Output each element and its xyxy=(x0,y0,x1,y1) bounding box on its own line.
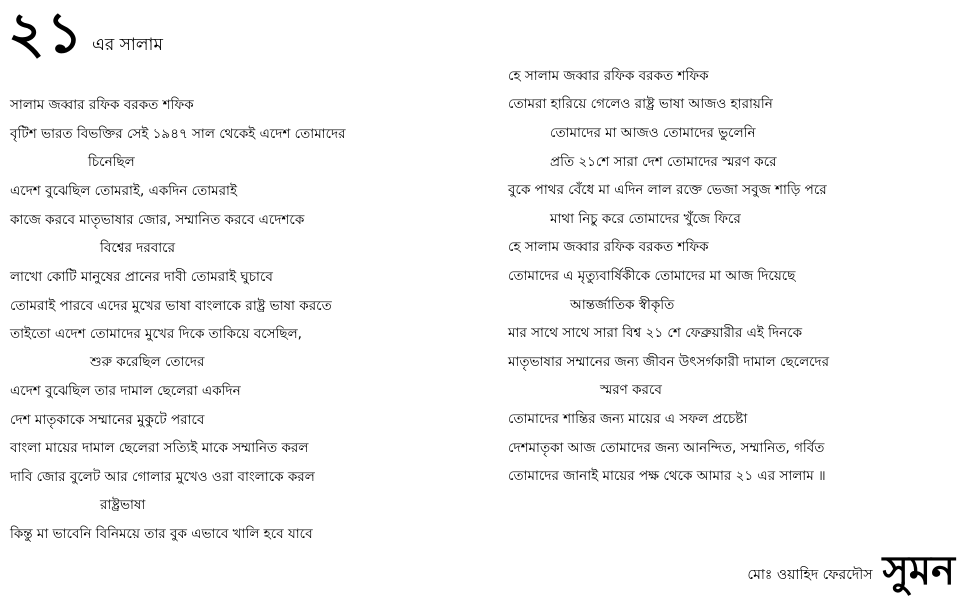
poem-line: সালাম জব্বার রফিক বরকত শফিক xyxy=(10,97,194,113)
poem-line: স্মরণ করবে xyxy=(600,382,662,398)
poem-line: কাজে করবে মাতৃভাষার জোর, সম্মানিত করবে এদেশকে xyxy=(10,212,305,228)
poem-line: মার সাথে সাথে সারা বিশ্ব ২১ শে ফেব্রুয়ারীর এই দিনকে xyxy=(508,325,803,341)
poem-line: দাবি জোর বুলেট আর গোলার মুখেও ওরা বাংলাকে করল xyxy=(10,469,315,485)
poem-line: বিশ্বের দরবারে xyxy=(100,240,176,256)
title-number: ২১ xyxy=(8,1,85,66)
poem-line: আন্তর্জাতিক স্বীকৃতি xyxy=(570,297,675,313)
poem-line: হে সালাম জব্বার রফিক বরকত শফিক xyxy=(508,239,709,255)
poem-line: তোমরাই পারবে এদের মুখের ভাষা বাংলাকে রাষ্ট্র ভাষা করতে xyxy=(10,298,332,314)
poem-line: দেশমাতৃকা আজ তোমাদের জন্য আনন্দিত, সম্মানিত, গর্বিত xyxy=(508,440,825,456)
poem-line: রাষ্ট্রভাষা xyxy=(100,497,146,513)
poem-line: তোমাদের মা আজও তোমাদের ভুলেনি xyxy=(550,125,756,141)
poem-line: তোমরা হারিয়ে গেলেও রাষ্ট্র ভাষা আজও হারায়নি xyxy=(508,96,773,112)
poem-line: তাইতো এদেশ তোমাদের মুখের দিকে তাকিয়ে বসেছিল, xyxy=(10,326,302,342)
author-name: মোঃ ওয়াহিদ ফেরদৌস xyxy=(747,567,873,583)
poem-line: তোমাদের জানাই মায়ের পক্ষ থেকে আমার ২১ এর সালাম ॥ xyxy=(508,468,826,484)
poem-line: মাথা নিচু করে তোমাদের খুঁজে ফিরে xyxy=(550,211,741,227)
poem-line: বুকে পাথর বেঁধে মা এদিন লাল রক্তে ভেজা সবুজ শাড়ি পরে xyxy=(508,182,827,198)
poem-line: এদেশ বুঝেছিল তোমরাই, একদিন তোমরাই xyxy=(10,183,237,199)
poem-line: তোমাদের এ মৃত্যুবার্ষিকীকে তোমাদের মা আজ দিয়েছে xyxy=(508,268,796,284)
poem-line: কিন্তু মা ভাবেনি বিনিময়ে তার বুক এভাবে খালি হবে যাবে xyxy=(10,526,313,542)
title-text: এর সালাম xyxy=(92,35,163,55)
poem-line: লাখো কোটি মানুষের প্রানের দাবী তোমরাই ঘুচাবে xyxy=(10,269,273,285)
poem-line: দেশ মাতৃকাকে সম্মানের মুকুটে পরাবে xyxy=(10,412,205,428)
poem-line: প্রতি ২১শে সারা দেশ তোমাদের স্মরণ করে xyxy=(550,154,777,170)
poem-line: বাংলা মায়ের দামাল ছেলেরা সত্যিই মাকে সম্মানিত করল xyxy=(10,440,309,456)
author-nickname: সুমন xyxy=(882,548,955,594)
poem-line: চিনেছিল xyxy=(88,154,135,170)
poem-line: শুরু করেছিল তোদের xyxy=(90,354,205,370)
poem-line: তোমাদের শান্তির জন্য মায়ের এ সফল প্রচেষ্টা xyxy=(508,411,748,427)
author-signature xyxy=(747,547,955,595)
poem-line: মাতৃভাষার সম্মানের জন্য জীবন উৎসর্গকারী দামাল ছেলেদের xyxy=(508,354,830,370)
poem-line: হে সালাম জব্বার রফিক বরকত শফিক xyxy=(508,68,709,84)
poem-line: এদেশ বুঝেছিল তার দামাল ছেলেরা একদিন xyxy=(10,383,241,399)
poem-line: বৃটিশ ভারত বিভক্তির সেই ১৯৪৭ সাল থেকেই এদেশ তোমাদের xyxy=(10,126,346,142)
